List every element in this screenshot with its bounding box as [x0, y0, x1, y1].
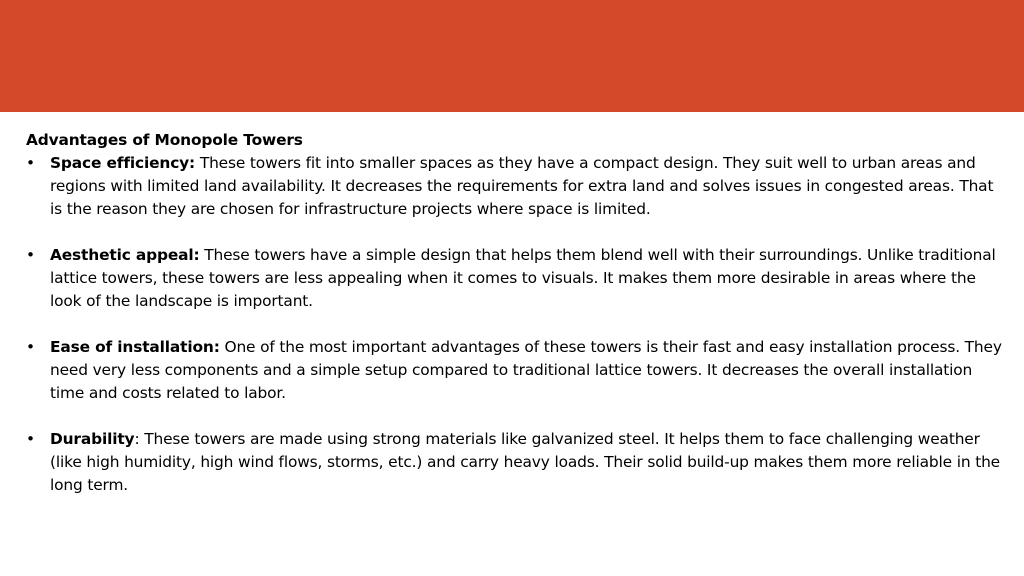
item-text: One of the most important advantages of these towers is their fast and easy installation process. They need very less components and a simple setup compared to traditional lattice towers. It decreases the overall installation time and costs related to labor.: [50, 338, 1002, 402]
advantages-list: [26, 152, 1004, 497]
item-text: These towers have a simple design that helps them blend well with their surroundings. Unlike traditional lattice towers, these towers are less appealing when it comes to visuals. It makes them more desirable in areas where the look of the landscape is important.: [50, 246, 996, 310]
header-band: [0, 0, 1024, 112]
item-text: : These towers are made using strong materials like galvanized steel. It helps them to face challenging weather (like high humidity, high wind flows, storms, etc.) and carry heavy loads. Their solid build-up makes them more reliable in the long term.: [50, 430, 1000, 494]
bullet-icon: •: [26, 154, 35, 172]
item-term: Durability: [50, 430, 135, 448]
item-term: Space efficiency:: [50, 154, 196, 172]
list-item: [26, 152, 1004, 221]
bullet-icon: •: [26, 246, 35, 264]
bullet-icon: •: [26, 430, 35, 448]
list-item: [26, 428, 1004, 497]
section-title: Advantages of Monopole Towers: [26, 131, 303, 149]
list-item: [26, 244, 1004, 313]
item-term: Ease of installation:: [50, 338, 220, 356]
content-area: [26, 129, 1004, 497]
bullet-icon: •: [26, 338, 35, 356]
list-item: [26, 336, 1004, 405]
item-term: Aesthetic appeal:: [50, 246, 200, 264]
item-text: These towers fit into smaller spaces as they have a compact design. They suit well to urban areas and regions with limited land availability. It decreases the requirements for extra land and solves issues in congested areas. That is the reason they are chosen for infrastructure projects where space is limited.: [50, 154, 994, 218]
